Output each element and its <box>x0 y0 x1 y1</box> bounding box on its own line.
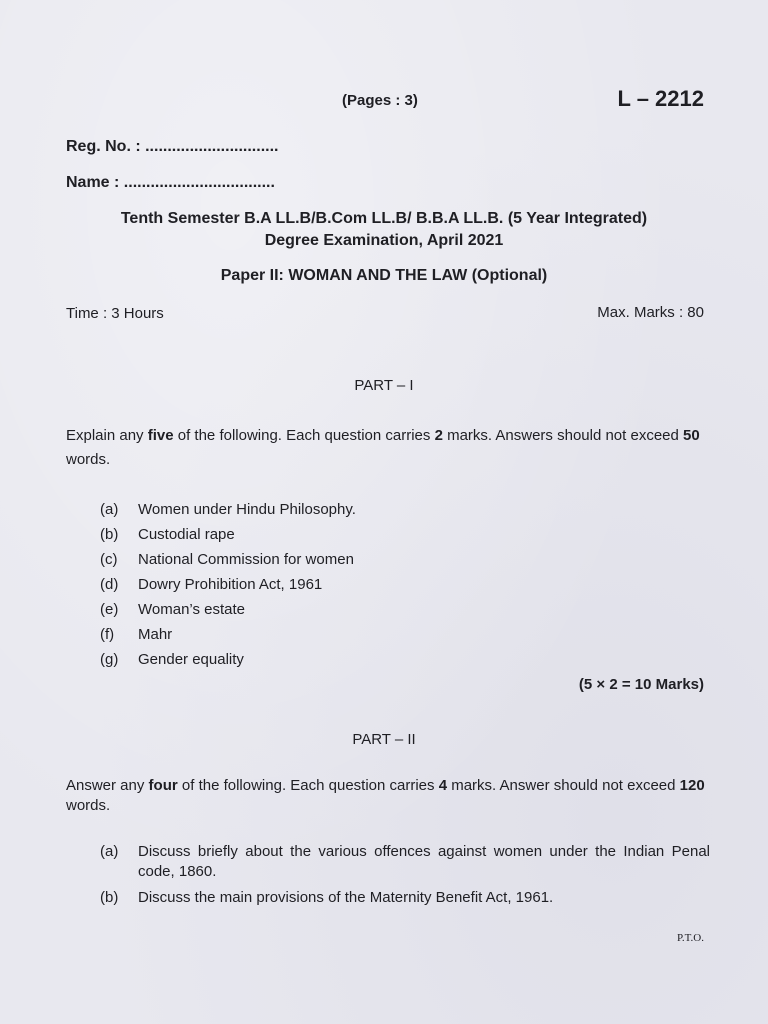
instruction-text: of the following. Each question carries <box>173 427 435 444</box>
question-label: (e) <box>100 601 119 618</box>
question-text: Dowry Prohibition Act, 1961 <box>138 576 323 593</box>
paper-title: Paper II: WOMAN AND THE LAW (Optional) <box>220 267 548 284</box>
question-label: (a) <box>100 843 119 860</box>
instruction-emphasis: 4 <box>438 777 448 794</box>
question-text: Women under Hindu Philosophy. <box>138 501 356 518</box>
question-text: Mahr <box>138 626 173 643</box>
instruction-text: words. <box>66 797 111 814</box>
list-item <box>100 547 710 572</box>
page-count: (Pages : 3) <box>342 92 418 109</box>
part-2-instructions <box>66 776 706 816</box>
part-1-heading: PART – I <box>354 377 414 394</box>
instruction-emphasis: four <box>148 777 178 794</box>
question-text: Gender equality <box>138 651 244 668</box>
instruction-text: Answer any <box>66 777 149 794</box>
instruction-text: Explain any <box>66 427 148 444</box>
list-item <box>100 888 710 908</box>
instruction-text: marks. Answers should not exceed <box>442 427 684 444</box>
question-label: (g) <box>100 651 119 668</box>
name-field: Name : .................................. <box>66 174 275 191</box>
exam-title <box>0 208 768 252</box>
question-label: (c) <box>100 551 118 568</box>
part-2-question-list <box>100 842 710 914</box>
question-label: (f) <box>100 626 115 643</box>
part-2-heading: PART – II <box>352 731 416 748</box>
instruction-text: of the following. Each question carries <box>177 777 439 794</box>
question-text: Woman’s estate <box>138 601 245 618</box>
question-label: (a) <box>100 501 119 518</box>
exam-title-line-1: Tenth Semester B.A LL.B/B.Com LL.B/ B.B.A LL.B. (5 Year Integrated) <box>120 210 648 227</box>
question-text: Discuss the main provisions of the Maternity Benefit Act, 1961. <box>138 889 554 906</box>
question-label: (d) <box>100 576 119 593</box>
list-item <box>100 647 710 672</box>
list-item <box>100 842 710 882</box>
list-item <box>100 497 710 522</box>
question-text: Custodial rape <box>138 526 235 543</box>
instruction-emphasis: 2 <box>434 427 443 444</box>
instruction-text: marks. Answer should not exceed <box>447 777 680 794</box>
instruction-emphasis: five <box>147 427 174 444</box>
please-turn-over: P.T.O. <box>677 932 704 944</box>
instruction-text: words. <box>66 451 111 468</box>
list-item <box>100 522 710 547</box>
paper-code: L – 2212 <box>617 86 704 111</box>
exam-duration: Time : 3 Hours <box>66 305 164 322</box>
instruction-emphasis: 120 <box>679 777 705 794</box>
list-item <box>100 597 710 622</box>
question-text: Discuss briefly about the various offences against women under the Indian Penal code, 1860. <box>138 843 710 880</box>
max-marks: Max. Marks : 80 <box>597 304 704 321</box>
reg-no-field: Reg. No. : .............................. <box>66 138 279 155</box>
question-label: (b) <box>100 526 119 543</box>
part-1-instructions <box>66 424 706 472</box>
part-1-marks: (5 × 2 = 10 Marks) <box>578 676 704 693</box>
list-item <box>100 572 710 597</box>
question-label: (b) <box>100 889 119 906</box>
instruction-emphasis: 50 <box>683 427 700 444</box>
question-text: National Commission for women <box>138 551 354 568</box>
list-item <box>100 622 710 647</box>
exam-title-line-2: Degree Examination, April 2021 <box>264 232 504 249</box>
part-1-question-list <box>100 497 710 672</box>
